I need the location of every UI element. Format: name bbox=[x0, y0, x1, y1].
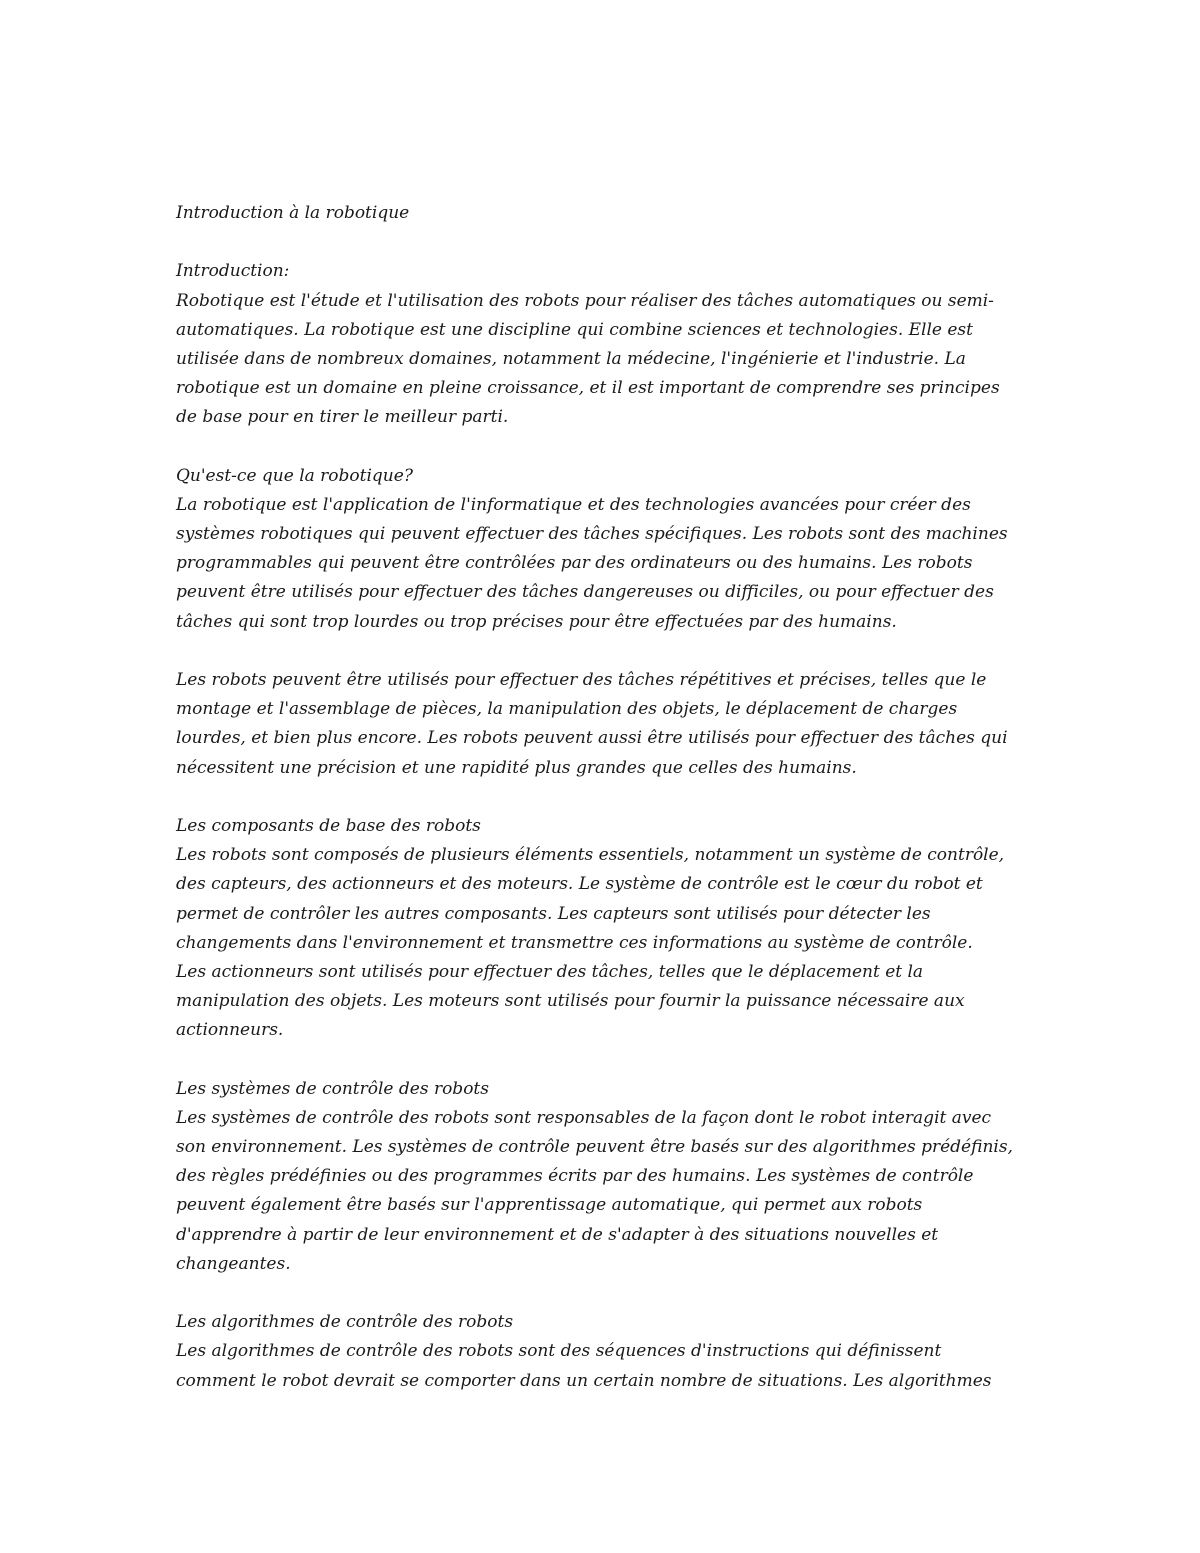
paragraph-line: peuvent également être basés sur l'apprentissage automatique, qui permet aux robots bbox=[176, 1195, 923, 1216]
document-title: Introduction à la robotique bbox=[176, 203, 410, 223]
section-heading-algorithmes: Les algorithmes de contrôle des robots bbox=[176, 1312, 514, 1333]
paragraph-line: changements dans l'environnement et transmettre ces informations au système de contrôle. bbox=[176, 932, 973, 953]
blank-line bbox=[176, 637, 1036, 666]
section-heading-systemes-controle: Les systèmes de contrôle des robots bbox=[176, 1078, 489, 1099]
blank-line bbox=[176, 1045, 1036, 1074]
paragraph-line: peuvent être utilisés pour effectuer des tâches dangereuses ou difficiles, ou pour effectuer des bbox=[176, 582, 994, 603]
blank-line bbox=[176, 228, 1036, 257]
paragraph-line: Les actionneurs sont utilisés pour effectuer des tâches, telles que le déplacement et la bbox=[176, 961, 924, 982]
paragraph-line: programmables qui peuvent être contrôlées par des ordinateurs ou des humains. Les robots bbox=[176, 553, 973, 574]
section-heading-composants: Les composants de base des robots bbox=[176, 815, 481, 836]
paragraph-line: montage et l'assemblage de pièces, la manipulation des objets, le déplacement de charges bbox=[176, 699, 958, 720]
paragraph-line: Les algorithmes de contrôle des robots sont des séquences d'instructions qui définissent bbox=[176, 1341, 942, 1362]
blank-line bbox=[176, 1279, 1036, 1308]
paragraph-line: permet de contrôler les autres composants. Les capteurs sont utilisés pour détecter les bbox=[176, 903, 931, 924]
paragraph-line: comment le robot devrait se comporter dans un certain nombre de situations. Les algorithmes bbox=[176, 1370, 992, 1391]
paragraph-line: nécessitent une précision et une rapidité plus grandes que celles des humains. bbox=[176, 757, 857, 778]
paragraph-line: tâches qui sont trop lourdes ou trop précises pour être effectuées par des humains. bbox=[176, 611, 897, 632]
paragraph-line: Les robots peuvent être utilisés pour effectuer des tâches répétitives et précises, telles que le bbox=[176, 670, 987, 690]
paragraph-line: manipulation des objets. Les moteurs sont utilisés pour fournir la puissance nécessaire aux bbox=[176, 991, 965, 1012]
paragraph-line: d'apprendre à partir de leur environnement et de s'adapter à des situations nouvelles et bbox=[176, 1224, 939, 1245]
paragraph-line: des règles prédéfinies ou des programmes écrits par des humains. Les systèmes de contrôle bbox=[176, 1166, 974, 1187]
blank-line bbox=[176, 783, 1036, 812]
document-body bbox=[176, 199, 1036, 1396]
paragraph-line: Les robots sont composés de plusieurs éléments essentiels, notamment un système de contrôle, bbox=[176, 845, 1005, 866]
section-heading-introduction: Introduction: bbox=[176, 261, 290, 282]
paragraph-line: Les systèmes de contrôle des robots sont responsables de la façon dont le robot interagit avec bbox=[176, 1107, 992, 1128]
paragraph-line: actionneurs. bbox=[176, 1020, 284, 1041]
paragraph-line: La robotique est l'application de l'informatique et des technologies avancées pour créer des bbox=[176, 494, 971, 515]
paragraph-line: de base pour en tirer le meilleur parti. bbox=[176, 407, 509, 428]
paragraph-line: son environnement. Les systèmes de contrôle peuvent être basés sur des algorithmes prédéfinis, bbox=[176, 1137, 1013, 1157]
paragraph-line: utilisée dans de nombreux domaines, notamment la médecine, l'ingénierie et l'industrie. La bbox=[176, 348, 966, 369]
paragraph-line: Robotique est l'étude et l'utilisation des robots pour réaliser des tâches automatiques ou semi- bbox=[176, 290, 994, 311]
paragraph-line: lourdes, et bien plus encore. Les robots peuvent aussi être utilisés pour effectuer des tâches qui bbox=[176, 728, 1008, 749]
paragraph-line: automatiques. La robotique est une discipline qui combine sciences et technologies. Elle est bbox=[176, 319, 973, 340]
section-heading-quest-ce-que: Qu'est-ce que la robotique? bbox=[176, 465, 413, 486]
paragraph-line: des capteurs, des actionneurs et des moteurs. Le système de contrôle est le cœur du robot et bbox=[176, 874, 983, 895]
paragraph-line: changeantes. bbox=[176, 1253, 291, 1274]
paragraph-line: systèmes robotiques qui peuvent effectuer des tâches spécifiques. Les robots sont des machines bbox=[176, 524, 1008, 545]
paragraph-line: robotique est un domaine en pleine croissance, et il est important de comprendre ses principes bbox=[176, 378, 1000, 399]
blank-line bbox=[176, 433, 1036, 462]
